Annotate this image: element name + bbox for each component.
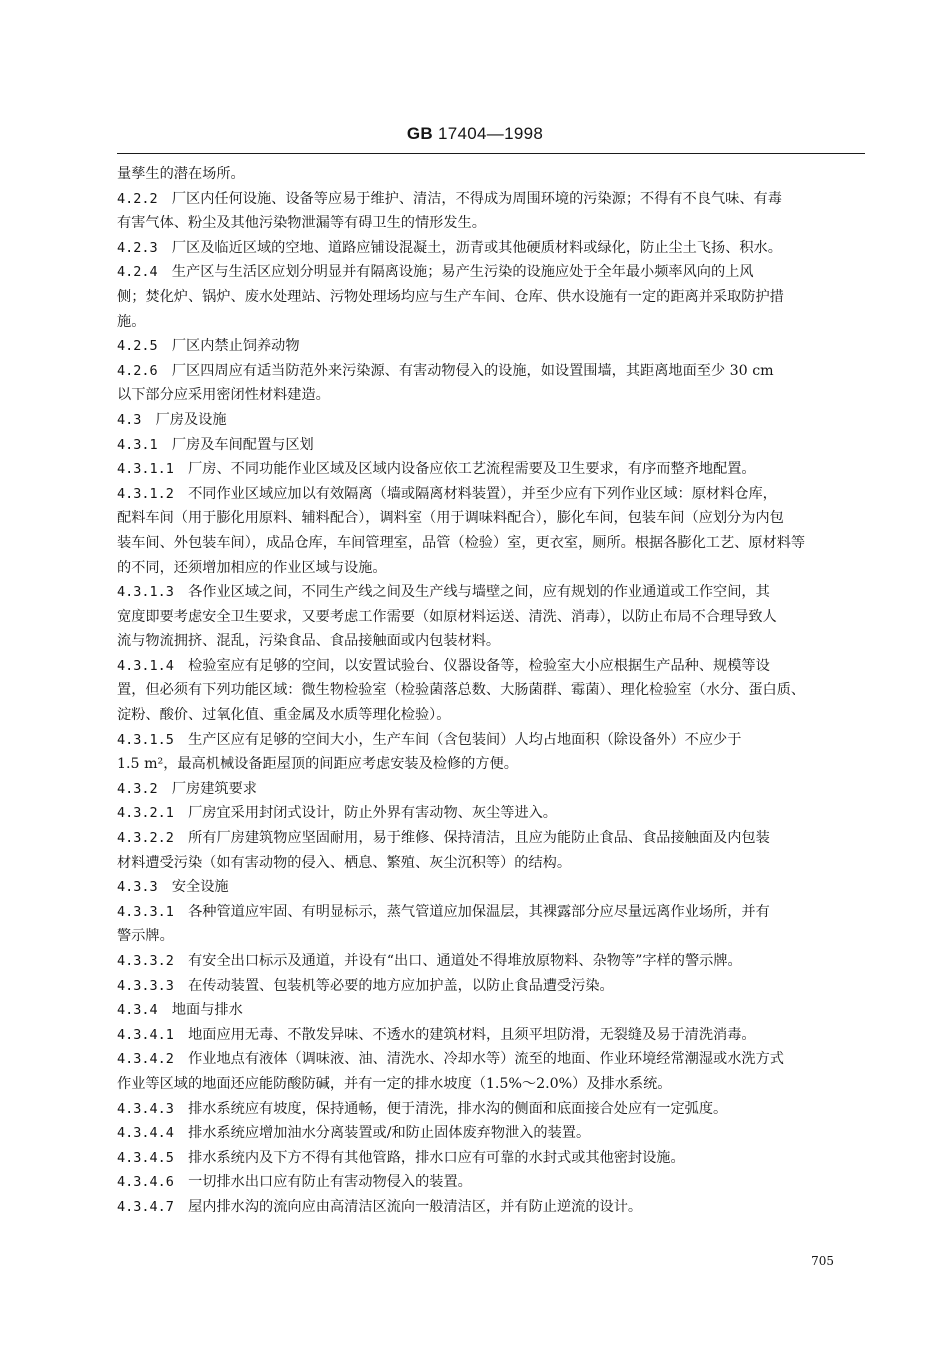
clause-number: 4.3.3.3 — [117, 977, 174, 994]
clause-text: 宽度即要考虑安全卫生要求，又要考虑工作需要（如原材料运送、清洗、消毒），以防止布局不合理导致人 — [117, 608, 777, 625]
clause-text: 排水系统应有坡度，保持通畅，便于清洗，排水沟的侧面和底面接合处应有一定弧度。 — [188, 1100, 728, 1117]
clause-number: 4.3 — [117, 411, 142, 428]
continuation-line — [117, 162, 869, 187]
clause-number: 4.3.1.4 — [117, 657, 174, 674]
clause-line — [117, 433, 869, 458]
standard-code: GB — [406, 124, 433, 143]
continuation-line — [117, 605, 869, 630]
clause-text: 厂区及临近区域的空地、道路应铺设混凝土，沥青或其他硬质材料或绿化，防止尘土飞扬、积水。 — [171, 239, 782, 256]
clause-text: 作业地点有液体（调味液、油、清洗水、冷却水等）流至的地面、作业环境经常潮湿或水洗方式 — [188, 1051, 784, 1068]
continuation-line — [117, 629, 869, 654]
clause-number: 4.3.4.6 — [117, 1174, 174, 1191]
clause-text: 屋内排水沟的流向应由高清洁区流向一般清洁区，并有防止逆流的设计。 — [188, 1198, 643, 1215]
clause-line — [117, 457, 869, 482]
clause-line — [117, 187, 869, 212]
clause-text: 厂区四周应有适当防范外来污染源、有害动物侵入的设施，如设置围墙，其距离地面至少 30 cm — [171, 362, 774, 379]
clause-number: 4.3.2.2 — [117, 830, 174, 847]
clause-text: 厂区内禁止饲养动物 — [171, 338, 300, 355]
clause-line — [117, 1121, 869, 1146]
clause-text: 一切排水出口应有防止有害动物侵入的装置。 — [188, 1174, 472, 1191]
clause-number: 4.3.3.1 — [117, 903, 174, 920]
clause-number: 4.3.4 — [117, 1002, 158, 1019]
clause-text: 置，但必须有下列功能区域：微生物检验室（检验菌落总数、大肠菌群、霉菌）、理化检验室（水分、蛋白质、 — [117, 682, 806, 699]
document-body — [117, 162, 869, 1220]
clause-number: 4.3.1.3 — [117, 584, 174, 601]
clause-line — [117, 875, 869, 900]
clause-line — [117, 408, 869, 433]
clause-number: 4.3.4.3 — [117, 1100, 174, 1117]
clause-number: 4.3.1.5 — [117, 731, 174, 748]
clause-line — [117, 654, 869, 679]
clause-line — [117, 260, 869, 285]
clause-line — [117, 1195, 869, 1220]
clause-number: 4.3.3 — [117, 879, 158, 896]
continuation-line — [117, 752, 869, 777]
clause-line — [117, 236, 869, 261]
clause-text: 地面与排水 — [171, 1002, 243, 1019]
clause-line — [117, 777, 869, 802]
clause-line — [117, 359, 869, 384]
clause-text: 配料车间（用于膨化用原料、辅料配合），调料室（用于调味料配合），膨化车间，包装车间（应划分为内包 — [117, 510, 784, 527]
clause-number: 4.3.2.1 — [117, 805, 174, 822]
clause-line — [117, 949, 869, 974]
clause-line — [117, 1146, 869, 1171]
clause-text: 不同作业区域应加以有效隔离（墙或隔离材料装置），并至少应有下列作业区域：原材料仓库， — [188, 485, 777, 502]
clause-line — [117, 801, 869, 826]
clause-text: 厂房及车间配置与区划 — [171, 436, 314, 453]
clause-text: 1.5 m²，最高机械设备距屋顶的间距应考虑安装及检修的方便。 — [117, 756, 518, 773]
clause-text: 厂房及设施 — [155, 411, 227, 428]
clause-text: 厂区内任何设施、设备等应易于维护、清洁，不得成为周围环境的污染源；不得有不良气味、有毒 — [171, 190, 782, 207]
clause-text: 装车间、外包装车间），成品仓库，车间管理室，品管（检验）室，更衣室，厕所。根据各膨化工艺、原材料等 — [117, 534, 806, 551]
clause-number: 4.3.2 — [117, 780, 158, 797]
clause-text: 施。 — [117, 313, 146, 330]
clause-number: 4.3.1 — [117, 436, 158, 453]
clause-line — [117, 482, 869, 507]
continuation-line — [117, 851, 869, 876]
clause-line — [117, 1023, 869, 1048]
clause-line — [117, 728, 869, 753]
clause-number: 4.3.4.7 — [117, 1198, 174, 1215]
continuation-line — [117, 1072, 869, 1097]
clause-line — [117, 334, 869, 359]
clause-text: 所有厂房建筑物应坚固耐用，易于维修、保持清洁，且应为能防止食品、食品接触面及内包装 — [188, 830, 770, 847]
continuation-line — [117, 924, 869, 949]
clause-text: 安全设施 — [171, 879, 229, 896]
clause-line — [117, 826, 869, 851]
clause-number: 4.2.2 — [117, 190, 158, 207]
clause-line — [117, 1047, 869, 1072]
continuation-line — [117, 383, 869, 408]
clause-text: 检验室应有足够的空间，以安置试验台、仪器设备等，检验室大小应根据生产品种、规模等设 — [188, 657, 770, 674]
clause-text: 作业等区域的地面还应能防酸防碱，并有一定的排水坡度（1.5%～2.0%）及排水系统。 — [117, 1075, 672, 1092]
clause-text: 材料遭受污染（如有害动物的侵入、栖息、繁殖、灰尘沉积等）的结构。 — [117, 854, 572, 871]
clause-text: 侧；焚化炉、锅炉、废水处理站、污物处理场均应与生产车间、仓库、供水设施有一定的距离并采取防护措 — [117, 288, 784, 305]
continuation-line — [117, 703, 869, 728]
clause-text: 量孳生的潜在场所。 — [117, 166, 245, 182]
clause-text: 流与物流拥挤、混乱，污染食品、食品接触面或内包装材料。 — [117, 633, 501, 650]
clause-text: 生产区应有足够的空间大小，生产车间（含包装间）人均占地面积（除设备外）不应少于 — [188, 731, 742, 748]
clause-text: 各作业区域之间，不同生产线之间及生产线与墙壁之间，应有规划的作业通道或工作空间，其 — [188, 584, 770, 601]
clause-text: 淀粉、酸价、过氧化值、重金属及水质等理化检验）。 — [117, 707, 451, 724]
clause-line — [117, 1097, 869, 1122]
clause-line — [117, 900, 869, 925]
clause-number: 4.2.5 — [117, 338, 158, 355]
clause-text: 在传动装置、包装机等必要的地方应加护盖，以防止食品遭受污染。 — [188, 977, 614, 994]
clause-number: 4.3.3.2 — [117, 953, 174, 969]
continuation-line — [117, 211, 869, 236]
clause-number: 4.3.1.1 — [117, 461, 174, 478]
clause-text: 生产区与生活区应划分明显并有隔离设施；易产生污染的设施应处于全年最小频率风向的上风 — [171, 264, 754, 281]
page-header — [0, 124, 950, 144]
clause-text: 排水系统内及下方不得有其他管路，排水口应有可靠的水封式或其他密封设施。 — [188, 1149, 685, 1166]
clause-number: 4.3.1.2 — [117, 485, 174, 502]
clause-text: 厂房、不同功能作业区域及区域内设备应依工艺流程需要及卫生要求，有序而整齐地配置。 — [188, 461, 756, 478]
clause-text: 警示牌。 — [117, 928, 174, 945]
clause-text: 地面应用无毒、不散发异味、不透水的建筑材料，且须平坦防滑，无裂缝及易于清洗消毒。 — [188, 1026, 756, 1043]
standard-number: 17404—1998 — [438, 124, 544, 143]
clause-text: 的不同，还须增加相应的作业区域与设施。 — [117, 559, 387, 576]
clause-line — [117, 998, 869, 1023]
clause-text: 有安全出口标示及通道，并设有“出口、通道处不得堆放原物料、杂物等”字样的警示牌。 — [188, 953, 742, 969]
page-number: 705 — [811, 1254, 834, 1268]
continuation-line — [117, 678, 869, 703]
clause-line — [117, 1170, 869, 1195]
clause-line — [117, 580, 869, 605]
header-rule — [117, 153, 865, 154]
continuation-line — [117, 310, 869, 335]
clause-text: 排水系统应增加油水分离装置或/和防止固体废弃物泄入的装置。 — [188, 1125, 591, 1142]
clause-number: 4.3.4.1 — [117, 1026, 174, 1043]
continuation-line — [117, 531, 869, 556]
clause-line — [117, 974, 869, 999]
clause-number: 4.2.6 — [117, 362, 158, 379]
continuation-line — [117, 556, 869, 581]
clause-number: 4.3.4.2 — [117, 1051, 174, 1068]
clause-number: 4.2.3 — [117, 239, 158, 256]
clause-text: 厂房宜采用封闭式设计，防止外界有害动物、灰尘等进入。 — [188, 805, 557, 822]
continuation-line — [117, 506, 869, 531]
clause-text: 以下部分应采用密闭性材料建造。 — [117, 387, 330, 404]
continuation-line — [117, 285, 869, 310]
clause-number: 4.2.4 — [117, 264, 158, 281]
clause-text: 各种管道应牢固、有明显标示，蒸气管道应加保温层，其裸露部分应尽量远离作业场所，并有 — [188, 903, 770, 920]
clause-text: 厂房建筑要求 — [171, 780, 257, 797]
clause-number: 4.3.4.5 — [117, 1149, 174, 1166]
clause-text: 有害气体、粉尘及其他污染物泄漏等有碍卫生的情形发生。 — [117, 215, 486, 232]
clause-number: 4.3.4.4 — [117, 1125, 174, 1142]
